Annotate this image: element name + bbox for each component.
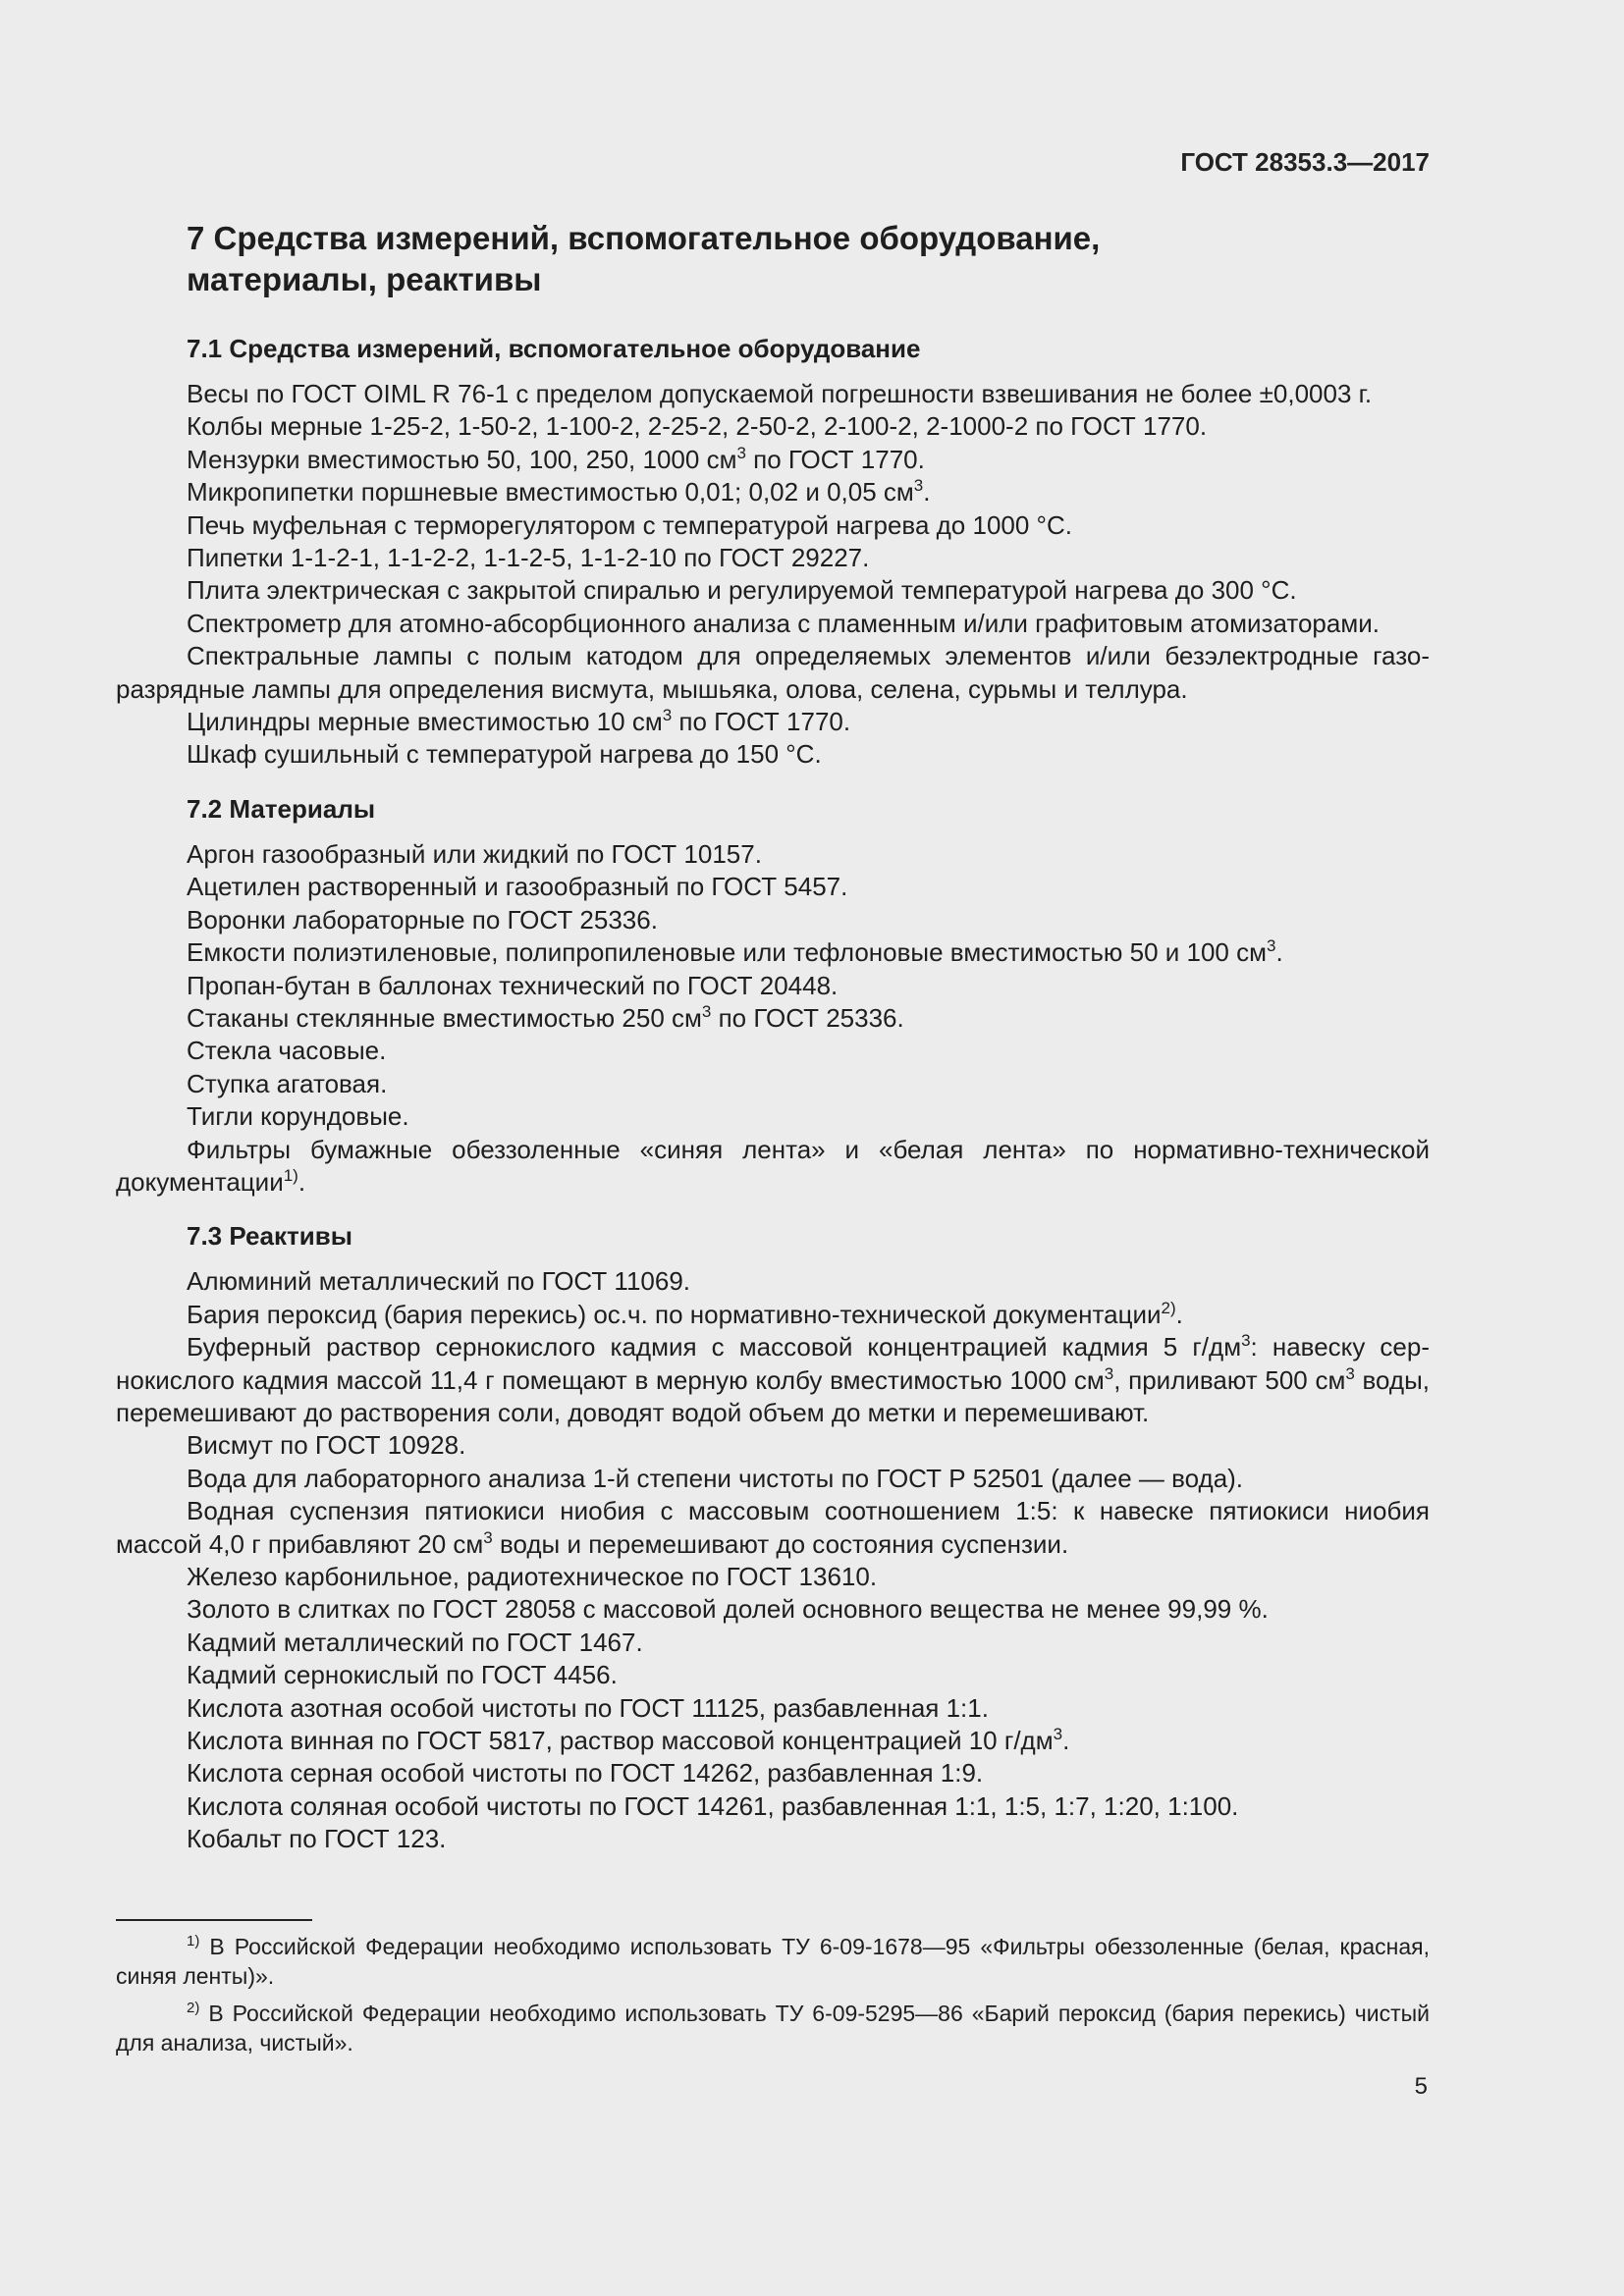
- list-item: Печь муфельная с терморегулятором с температурой нагрева до 1000 °С.: [187, 509, 1072, 540]
- list-item: Кислота винная по ГОСТ 5817, раствор массовой концентрацией 10 $г/дм^3$.: [187, 1725, 1070, 1756]
- list-item: Ацетилен растворенный и газообразный по ГОСТ 5457.: [187, 872, 848, 902]
- list-item: Висмут по ГОСТ 10928.: [187, 1430, 466, 1461]
- list-item: Ступка агатовая.: [187, 1068, 388, 1098]
- list-item: Шкаф сушильный с температурой нагрева до 150 °С.: [187, 739, 822, 770]
- footnote: $^{2)}$ В Российской Федерации необходимо использовать ТУ 6-09-5295—86 «Барий пероксид (бария перекись) чистый для анализа, чистый».: [116, 2000, 1430, 2056]
- list-item: Золото в слитках по ГОСТ 28058 с массовой долей основного вещества не менее 99,99 %.: [187, 1594, 1269, 1625]
- footnote: $^{1)}$ В Российской Федерации необходимо использовать ТУ 6-09-1678—95 «Фильтры обеззоленные (белая, красная, синяя ленты)».: [116, 1933, 1430, 1989]
- list-item: Плита электрическая с закрытой спиралью и регулируемой температурой нагрева до 300 °С.: [187, 575, 1297, 606]
- list-item: Спектральные лампы с полым катодом для определяемых элементов и/или безэлектродные газоразрядные лампы для определения висмута, мышьяка, олова, селена, сурьмы и теллура.: [116, 641, 1430, 704]
- subsection-7-2-list: [116, 838, 1430, 1199]
- list-item: Мензурки вместимостью 50, 100, 250, 1000 $см^3$ по ГОСТ 1770.: [187, 443, 925, 474]
- subsection-7-3-list: [116, 1265, 1430, 1855]
- list-item: Кадмий металлический по ГОСТ 1467.: [187, 1627, 643, 1657]
- list-item: Аргон газообразный или жидкий по ГОСТ 10157.: [187, 838, 762, 869]
- list-item: Буферный раствор сернокислого кадмия с массовой концентрацией кадмия 5 $г/дм^3$: навеску сернокислого кадмия массой 11,4 г помещают в мерную колбу вместимостью 1000 $см^3$, приливают 500 $см^3$ воды, перемешивают до растворения соли, доводят водой объем до метки и перемешивают.: [116, 1331, 1430, 1427]
- footnotes: [116, 1932, 1430, 2065]
- section-title: [187, 218, 1430, 300]
- document-code: ГОСТ 28353.3—2017: [1180, 147, 1430, 177]
- list-item: Кислота соляная особой чистоты по ГОСТ 14261, разбавленная 1:1, 1:5, 1:7, 1:20, 1:100.: [187, 1790, 1239, 1821]
- list-item: Кадмий сернокислый по ГОСТ 4456.: [187, 1660, 618, 1690]
- list-item: Пропан-бутан в баллонах технический по ГОСТ 20448.: [187, 970, 839, 1000]
- list-item: Воронки лабораторные по ГОСТ 25336.: [187, 904, 658, 934]
- list-item: Пипетки 1-1-2-1, 1-1-2-2, 1-1-2-5, 1-1-2-10 по ГОСТ 29227.: [187, 543, 870, 573]
- list-item: Фильтры бумажные обеззоленные «синяя лента» и «белая лента» по нормативно-технической документации$^{1)}$.: [116, 1134, 1430, 1197]
- list-item: Тигли корундовые.: [187, 1101, 409, 1132]
- subsection-title-7-1: 7.1 Средства измерений, вспомогательное оборудование: [187, 334, 921, 363]
- list-item: Колбы мерные 1-25-2, 1-50-2, 1-100-2, 2-25-2, 2-50-2, 2-100-2, 2-1000-2 по ГОСТ 1770.: [187, 411, 1208, 442]
- list-item: Микропипетки поршневые вместимостью 0,01; 0,02 и 0,05 $см^3$.: [187, 476, 931, 507]
- list-item: Алюминий металлический по ГОСТ 11069.: [187, 1266, 691, 1297]
- list-item: Емкости полиэтиленовые, полипропиленовые или тефлоновые вместимостью 50 и 100 $см^3$.: [187, 936, 1283, 968]
- subsection-title-7-2: 7.2 Материалы: [187, 793, 376, 824]
- list-item: Кислота азотная особой чистоты по ГОСТ 11125, разбавленная 1:1.: [187, 1692, 989, 1723]
- list-item: Кобальт по ГОСТ 123.: [187, 1824, 447, 1854]
- footnote-divider: [116, 1919, 312, 1921]
- list-item: Водная суспензия пятиокиси ниобия с массовым соотношением 1:5: к навеске пятиокиси ниобия массой 4,0 г прибавляют 20 $см^3$ воды и перемешивают до состояния суспензии.: [116, 1496, 1430, 1559]
- list-item: Стаканы стеклянные вместимостью 250 $см^3$ по ГОСТ 25336.: [187, 1001, 904, 1033]
- list-item: Спектрометр для атомно-абсорбционного анализа с пламенным и/или графитовым атомизаторами.: [187, 608, 1380, 638]
- page-content: [116, 218, 1430, 1856]
- list-item: Весы по ГОСТ OIML R 76-1 с пределом допускаемой погрешности взвешивания не более ±0,0003 г.: [187, 379, 1373, 408]
- page-number: 5: [1414, 2073, 1428, 2100]
- list-item: Стекла часовые.: [187, 1036, 387, 1066]
- list-item: Вода для лабораторного анализа 1-й степени чистоты по ГОСТ Р 52501 (далее — вода).: [187, 1463, 1244, 1493]
- list-item: Бария пероксид (бария перекись) ос.ч. по нормативно-технической документации$^{2)}$.: [187, 1298, 1183, 1329]
- list-item: Кислота серная особой чистоты по ГОСТ 14262, разбавленная 1:9.: [187, 1758, 984, 1789]
- subsection-title-7-3: 7.3 Реактивы: [187, 1221, 352, 1252]
- section-title-line-1: 7 Средства измерений, вспомогательное оборудование,: [187, 220, 1101, 256]
- list-item: Цилиндры мерные вместимостью 10 $см^3$ по ГОСТ 1770.: [187, 706, 851, 737]
- list-item: Железо карбонильное, радиотехническое по ГОСТ 13610.: [187, 1562, 878, 1591]
- subsection-7-1-list: [116, 378, 1430, 772]
- section-title-line-2: материалы, реактивы: [187, 261, 542, 297]
